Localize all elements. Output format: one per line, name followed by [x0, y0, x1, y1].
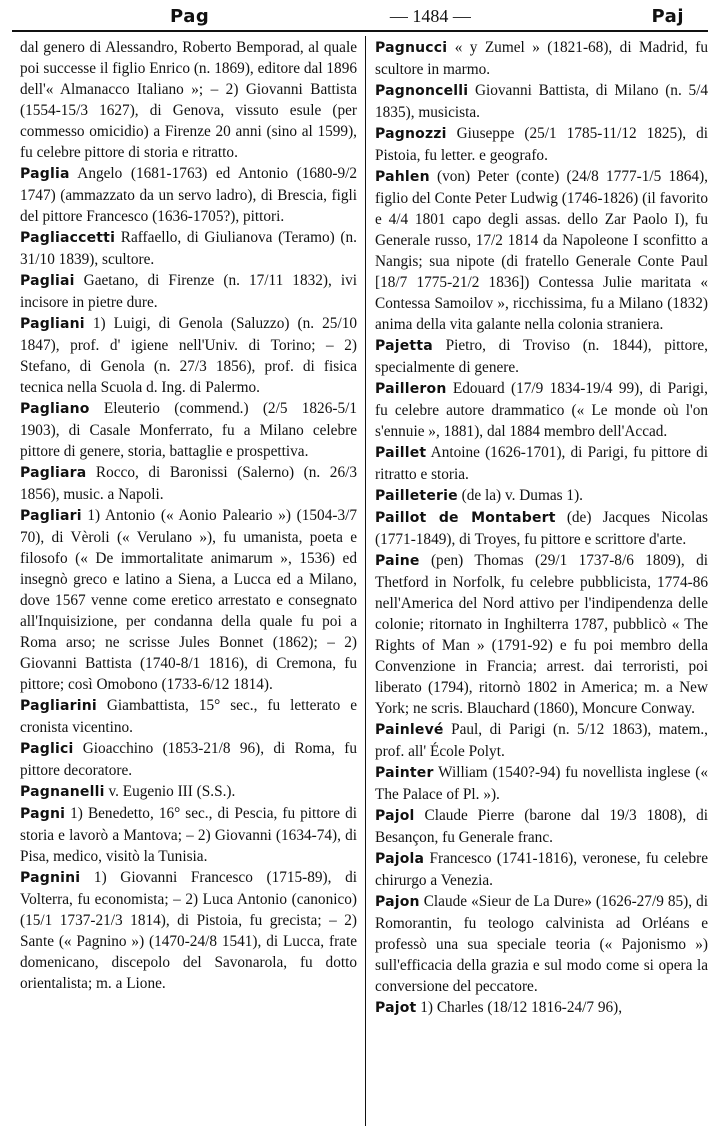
entry-headword: Pajetta: [375, 338, 433, 354]
entry-text: 1) Luigi, di Genola (Saluzzo) (n. 25/10 1847), prof. d' igiene nell'Univ. di Torino; – 2) Stefano, di Genola (n. 27/3 1856), prof. di fisica tecnica nella Scuola d. Ing. di Palermo.: [20, 315, 357, 396]
entry-headword: Pajon: [375, 894, 420, 910]
header-rule: [12, 30, 708, 32]
dictionary-entry: [20, 462, 357, 505]
entry-headword: Pagliara: [20, 465, 87, 481]
entry-headword: Pagnucci: [375, 40, 448, 56]
column-divider: [365, 36, 366, 1126]
dictionary-entry: [375, 848, 708, 891]
entry-text: Antoine (1626-1701), di Parigi, fu pittore di ritratto e storia.: [375, 444, 708, 483]
entry-headword: Pahlen: [375, 169, 430, 185]
dictionary-entry: [20, 270, 357, 313]
entry-headword: Pagni: [20, 806, 66, 822]
dictionary-entry: [20, 163, 357, 227]
dictionary-entry: [375, 378, 708, 442]
dictionary-entry: [375, 166, 708, 335]
dictionary-entry: [375, 80, 708, 123]
entry-headword: Pagnini: [20, 870, 81, 886]
page-header: [14, 3, 708, 29]
dictionary-entry: [375, 485, 708, 507]
entry-headword: Pagliano: [20, 401, 90, 417]
entry-headword: Pagliai: [20, 273, 75, 289]
dictionary-entry: [375, 442, 708, 485]
entry-headword: Pailleron: [375, 381, 447, 397]
entry-headword: Paillot de Montabert: [375, 510, 556, 526]
dictionary-entry: [20, 227, 357, 270]
header-left-guideword: Pag: [170, 5, 210, 27]
entry-headword: Pagnanelli: [20, 784, 105, 800]
entry-headword: Painter: [375, 765, 434, 781]
entry-headword: Pagliarini: [20, 698, 97, 714]
entry-headword: Paine: [375, 553, 420, 569]
entry-text: « y Zumel » (1821-68), di Madrid, fu scultore in marmo.: [375, 39, 708, 78]
entry-headword: Painlevé: [375, 722, 444, 738]
entry-headword: Pagnozzi: [375, 126, 447, 142]
entry-text: Pietro, di Troviso (n. 1844), pittore, specialmente di genere.: [375, 337, 708, 376]
dictionary-entry: [20, 695, 357, 738]
entry-text: Francesco (1741-1816), veronese, fu celebre chirurgo a Venezia.: [375, 850, 708, 889]
entry-text: Gaetano, di Firenze (n. 17/11 1832), ivi incisore in pietre dure.: [20, 272, 357, 311]
entry-text: dal genero di Alessandro, Roberto Bemporad, al quale poi successe il figlio Enrico (n. 1869), editore dal 1896 dell'« Almanacco Italiano »; – 2) Giovanni Battista (1554-15/3 1627), di Genova, vissuto esule (per commesso omicidio) a Firenze 20 anni (sino al 1599), fu celebre pittore di storia e ritratto.: [20, 39, 357, 161]
dictionary-entry: [375, 805, 708, 848]
entry-text: Claude «Sieur de La Dure» (1626-27/9 85), di Romorantin, fu teologo calvinista ad Orléans e professò una sua speciale teoria (« Pajonismo ») sull'efficacia della grazia e sul modo come si opera la conversione del peccatore.: [375, 893, 708, 995]
dictionary-entry: [20, 867, 357, 994]
entry-headword: Pagliani: [20, 316, 85, 332]
dictionary-entry: [375, 719, 708, 762]
dictionary-entry: [20, 803, 357, 867]
dictionary-entry: [20, 781, 357, 803]
entry-text: Gioacchino (1853-21/8 96), di Roma, fu pittore decoratore.: [20, 740, 357, 779]
entry-text: (von) Peter (conte) (24/8 1777-1/5 1864), figlio del Conte Peter Ludwig (1746-1826) (il favorito e 4/4 1801 capo degli assas. dello Zar Paolo I), fu Generale russo, 17/2 1814 da Napoleone I sconfitto a Nangis; sua nipote (di fratello Generale Conte Paul [18/7 1775-21/2 1836]) Contessa Julie maritata « Contessa Samoilov », ricchissima, fu a Milano (1832) anima della vita galante nella colonia straniera.: [375, 168, 708, 333]
entry-text: Claude Pierre (barone dal 19/3 1808), di Besançon, fu Generale franc.: [375, 807, 708, 846]
dictionary-entry: [375, 335, 708, 378]
left-column: [20, 37, 357, 994]
entry-headword: Pajot: [375, 1000, 417, 1016]
entry-text: 1) Benedetto, 16° sec., di Pescia, fu pittore di storia e lavorò a Mantova; – 2) Giovanni (1634-74), di Pisa, medico, visitò la Tunisia.: [20, 805, 357, 865]
entry-text: (de la) v. Dumas 1).: [457, 487, 583, 504]
page-number: — 1484 —: [389, 5, 471, 26]
entry-headword: Pajola: [375, 851, 425, 867]
dictionary-entry: [20, 738, 357, 781]
dictionary-entry: [375, 891, 708, 997]
entry-headword: Pagliari: [20, 508, 82, 524]
entry-headword: Pailleterie: [375, 488, 458, 504]
entry-headword: Paillet: [375, 445, 427, 461]
entry-headword: Paglici: [20, 741, 74, 757]
dictionary-entry: [20, 313, 357, 398]
entry-text: (pen) Thomas (29/1 1737-8/6 1809), di Thetford in Norfolk, fu celebre pubblicista, 1774-86 nell'America del Nord attivo per l'indipendenza delle colonie; ritornato in Inghilterra 1787, pubblicò « The Rights of Man » (1791-92) e fu poi membro della Convenzione in Francia; arrest. dai terroristi, poi liberato (1794), ritornò 1802 in America; m. a New York; ne scris. Blauchard (1860), Moncure Conway.: [375, 552, 708, 717]
entry-text: Eleuterio (commend.) (2/5 1826-5/1 1903), di Casale Monferrato, fu a Milano celebre pittore di genere, storia, battaglie e prospettiva.: [20, 400, 357, 460]
dictionary-entry: [20, 37, 357, 163]
dictionary-entry: [375, 762, 708, 805]
entry-text: Paul, di Parigi (n. 5/12 1863), matem., prof. all' École Polyt.: [375, 721, 708, 760]
entry-text: 1) Charles (18/12 1816-24/7 96),: [416, 999, 623, 1016]
dictionary-entry: [375, 123, 708, 166]
dictionary-entry: [375, 507, 708, 550]
dictionary-entry: [375, 37, 708, 80]
entry-text: William (1540?-94) fu novellista inglese (« The Palace of Pl. »).: [375, 764, 708, 803]
dictionary-entry: [375, 997, 708, 1019]
entry-text: 1) Giovanni Francesco (1715-89), di Volterra, fu economista; – 2) Luca Antonio (canonico) (15/1 1737-21/3 1814), di Pistoia, fu grecista; – 2) Sante (« Pagnino ») (1470-24/8 1541), di Lucca, frate domenicano, discepolo del Savonarola, fu dotto orientalista; m. a Lione.: [20, 869, 357, 992]
entry-text: (de) Jacques Nicolas (1771-1849), di Troyes, fu pittore e scrittore d'arte.: [375, 509, 708, 548]
entry-text: v. Eugenio III (S.S.).: [104, 783, 236, 800]
entry-headword: Paglia: [20, 166, 70, 182]
entry-headword: Pagnoncelli: [375, 83, 469, 99]
entry-text: Angelo (1681-1763) ed Antonio (1680-9/2 1747) (ammazzato da un servo ladro), di Brescia, figli del pittore Francesco (1636-1705?), pittori.: [20, 165, 357, 225]
entry-text: Giuseppe (25/1 1785-11/12 1825), di Pistoia, fu letter. e geografo.: [375, 125, 708, 164]
dictionary-entry: [375, 550, 708, 719]
entry-text: Edouard (17/9 1834-19/4 99), di Parigi, fu celebre autore drammatico (« Le monde où l'on s'ennuie », 1881), dal 1884 membro dell'Accad.: [375, 380, 708, 440]
entry-text: Giovanni Battista, di Milano (n. 5/4 1835), musicista.: [375, 82, 708, 121]
entry-text: Rocco, di Baronissi (Salerno) (n. 26/3 1856), music. a Napoli.: [20, 464, 357, 503]
right-column: [375, 37, 708, 1019]
entry-headword: Pajol: [375, 808, 415, 824]
dictionary-entry: [20, 505, 357, 695]
dictionary-entry: [20, 398, 357, 462]
header-right-guideword: Paj: [651, 5, 684, 27]
entry-text: 1) Antonio (« Aonio Paleario ») (1504-3/7 70), di Vèroli (« Verulano »), fu umanista, poeta e filosofo (« De immortalitate animarum », 1536) ed insegnò greco e latino a Siena, a Lucca ed a Milano, dove 1567 venne come eretico arrestato e consegnato all'Inquisizione, per condanna della quale fu poi a Roma arso; ne scrisse Jules Bonnet (1862); – 2) Giovanni Battista (1740-8/1 1816), di Cremona, fu pittore; così Omobono (1733-6/12 1814).: [20, 507, 357, 693]
entry-headword: Pagliaccetti: [20, 230, 116, 246]
entry-text: Giambattista, 15° sec., fu letterato e cronista vicentino.: [20, 697, 357, 736]
entry-text: Raffaello, di Giulianova (Teramo) (n. 31/10 1839), scultore.: [20, 229, 357, 268]
